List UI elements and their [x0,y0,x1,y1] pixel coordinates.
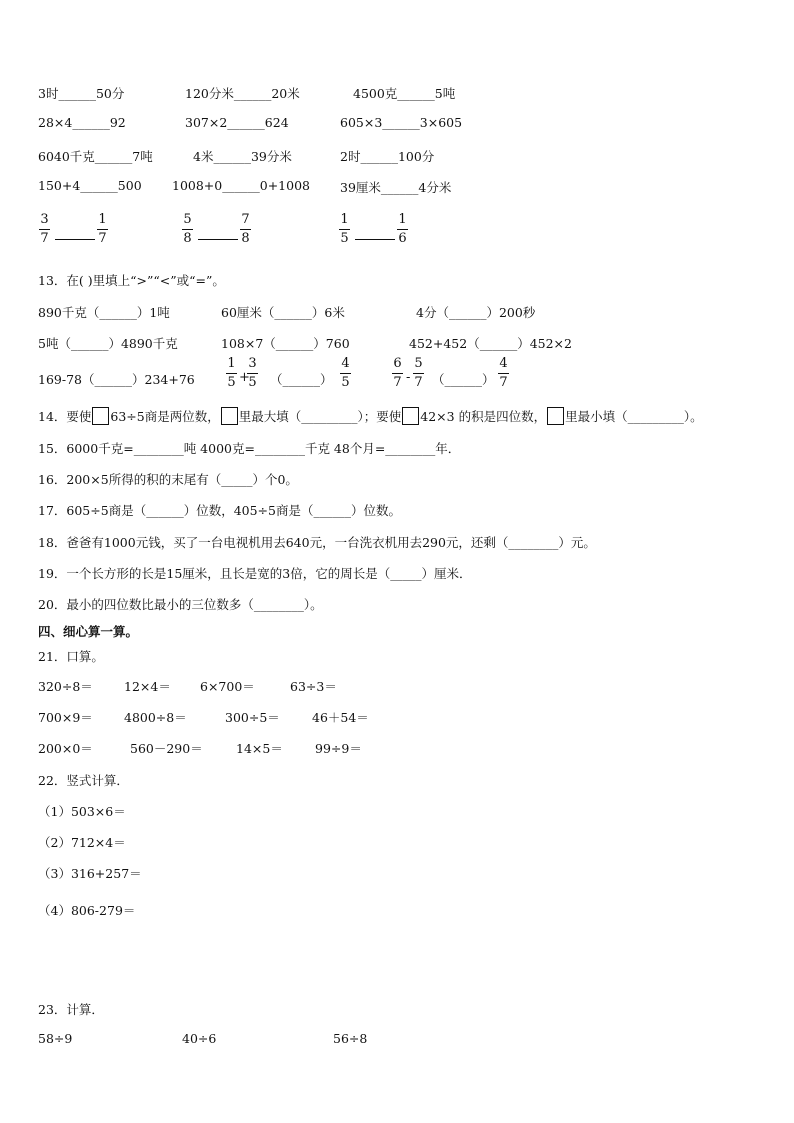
q21-r1c3: 6×700＝ [200,679,255,694]
q13-expr2-c: 4 7 [499,356,508,390]
compare-2-3: 605×3______3×605 [340,115,463,130]
fraction-pair-2-b: 7 8 [241,212,250,246]
blank-box [402,407,419,425]
q20: 20．最小的四位数比最小的三位数多（________）。 [38,597,323,612]
q13-expr2-op: - [406,370,411,385]
q16: 16．200×5所得的积的末尾有（_____）个0。 [38,472,298,487]
blank-box [547,407,564,425]
section-4-heading: 四、细心算一算。 [38,624,139,639]
fraction-pair-1-a: 3 7 [40,212,49,246]
q13-expr1-blank: （______） [270,372,333,387]
q13-expr1-c: 4 5 [341,356,350,390]
q21-r2c3: 300÷5＝ [225,710,280,725]
q21-r3c2: 560－290＝ [130,741,203,756]
q17: 17．605÷5商是（______）位数，405÷5商是（______）位数。 [38,503,401,518]
q21-r3c3: 14×5＝ [236,741,283,756]
q21-r2c1: 700×9＝ [38,710,93,725]
q13-expr1-b: 3 5 [248,356,257,390]
q13-expr1-op: + [239,370,250,385]
q22-item-3: （3）316+257＝ [38,866,142,881]
compare-1-3: 4500克______5吨 [353,86,456,101]
compare-4-3: 39厘米______4分米 [340,180,452,195]
compare-2-2: 307×2______624 [185,115,289,130]
q14-part3: 里最大填（_________）；要使 [238,409,402,424]
q19: 19．一个长方形的长是15厘米，且长是宽的3倍，它的周长是（_____）厘米． [38,566,472,581]
fraction-pair-1-b: 1 7 [98,212,107,246]
q23-item-2: 40÷6 [182,1031,217,1046]
q21-r1c4: 63÷3＝ [290,679,337,694]
fraction-pair-2-blank [198,239,238,240]
fraction-pair-3-a: 1 5 [340,212,349,246]
q21-r1c1: 320÷8＝ [38,679,93,694]
q22-title: 22．竖式计算． [38,773,129,788]
q13-expr1-a: 1 5 [227,356,236,390]
q14-part2: 63÷5商是两位数， [110,409,220,424]
q13-expr2-blank: （______） [432,372,495,387]
q13-expr2-b: 5 7 [414,356,423,390]
q21-r2c4: 46＋54＝ [312,710,369,725]
q21-r1c2: 12×4＝ [124,679,171,694]
q13-row2-1: 5吨（______）4890千克 [38,336,178,351]
q23-item-3: 56÷8 [333,1031,368,1046]
q13-expr2-a: 6 7 [393,356,402,390]
blank-box [221,407,238,425]
fraction-pair-2-a: 5 8 [183,212,192,246]
q23-item-1: 58÷9 [38,1031,73,1046]
compare-1-1: 3时______50分 [38,86,125,101]
compare-3-2: 4米______39分米 [193,149,292,164]
fraction-pair-3-b: 1 6 [398,212,407,246]
q14-part5: 里最小填（_________）。 [565,409,703,424]
q21-title: 21．口算。 [38,649,104,664]
q21-r3c4: 99÷9＝ [315,741,362,756]
compare-3-1: 6040千克______7吨 [38,149,153,164]
q13-row1-3: 4分（______）200秒 [416,305,536,320]
q13-row1-2: 60厘米（______）6米 [221,305,345,320]
blank-box [92,407,109,425]
q14-part1: 14．要使 [38,409,92,424]
q13-row2-3: 452+452（______）452×2 [409,336,572,351]
q18: 18．爸爸有1000元钱，买了一台电视机用去640元，一台洗衣机用去290元，还剩（________）元。 [38,535,596,550]
compare-1-2: 120分米______20米 [185,86,300,101]
q15: 15．6000千克=________吨 4000克=________千克 48个月=________年． [38,441,461,456]
q13-row1-1: 890千克（______）1吨 [38,305,170,320]
q13-row3-1: 169-78（______）234+76 [38,372,195,387]
q14 [38,407,703,425]
fraction-pair-3-blank [355,239,395,240]
q21-r2c2: 4800÷8＝ [124,710,187,725]
fraction-pair-1-blank [55,239,95,240]
q13-row2-2: 108×7（______）760 [221,336,350,351]
q21-r3c1: 200×0＝ [38,741,93,756]
compare-2-1: 28×4______92 [38,115,126,130]
q22-item-1: （1）503×6＝ [38,804,126,819]
compare-3-3: 2时______100分 [340,149,435,164]
q22-item-4: （4）806-279＝ [38,903,136,918]
q23-title: 23．计算． [38,1002,104,1017]
q13-title: 13．在( )里填上“>”“<”或“=”。 [38,273,225,288]
compare-4-2: 1008+0______0+1008 [172,178,310,193]
q14-part4: 42×3 的积是四位数， [420,409,547,424]
q22-item-2: （2）712×4＝ [38,835,126,850]
compare-4-1: 150+4______500 [38,178,142,193]
